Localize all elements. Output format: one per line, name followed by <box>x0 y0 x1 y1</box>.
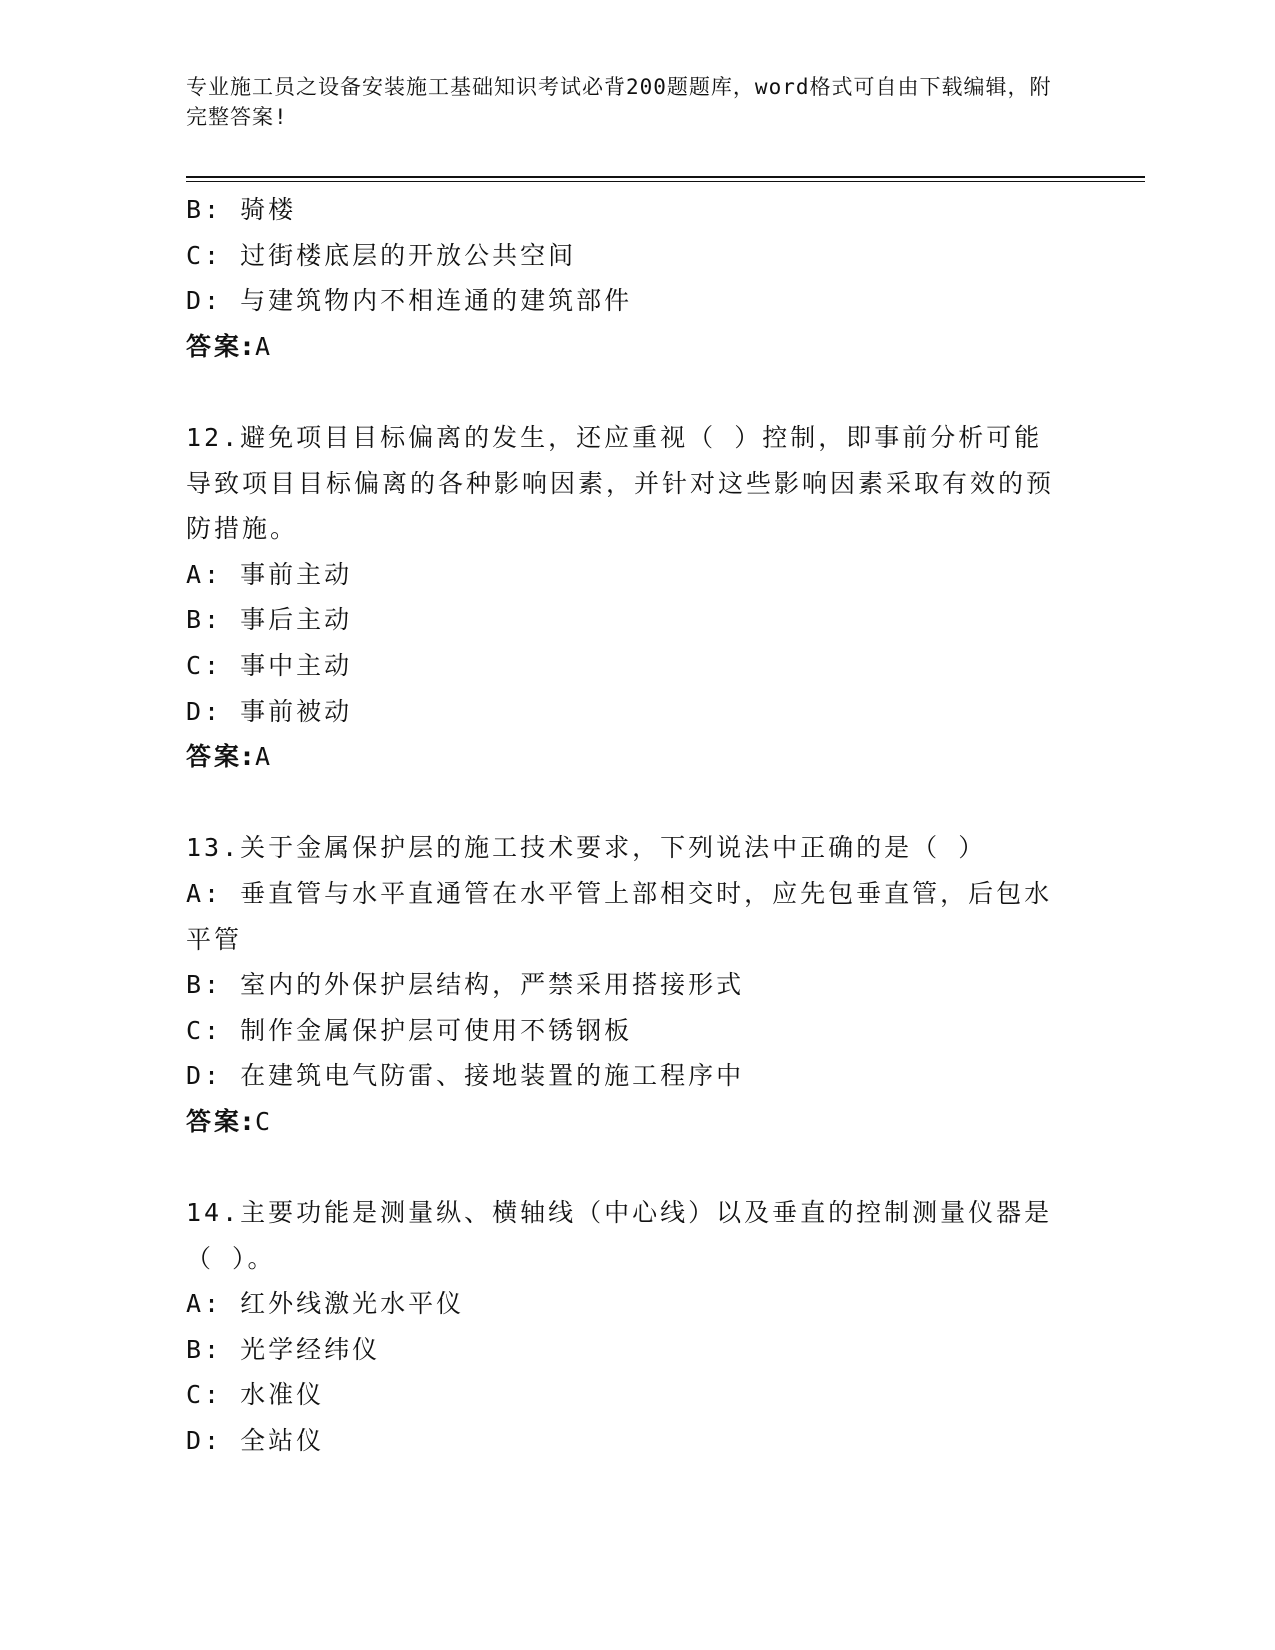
option-d: D: 与建筑物内不相连通的建筑部件 <box>186 286 633 316</box>
option-d: D: 全站仪 <box>186 1426 325 1456</box>
answer-value: A <box>255 742 274 772</box>
option-c: C: 过街楼底层的开放公共空间 <box>186 240 577 270</box>
option-c: C: 事中主动 <box>186 650 353 680</box>
answer-label: 答案: <box>186 331 255 361</box>
question-13 <box>186 825 1086 1144</box>
question-stem: 13.关于金属保护层的施工技术要求，下列说法中正确的是（ ） <box>186 833 987 863</box>
answer-line <box>186 324 1086 370</box>
option-b: B: 室内的外保护层结构，严禁采用搭接形式 <box>186 970 745 1000</box>
header-rule-thin <box>186 181 1145 182</box>
option-b: B: 骑楼 <box>186 195 297 224</box>
answer-value: C <box>255 1106 274 1136</box>
answer-value: A <box>255 331 274 361</box>
answer-line <box>186 1099 1086 1145</box>
question-11-continued <box>186 187 1086 369</box>
spacer <box>186 1144 1086 1190</box>
question-stem: 14.主要功能是测量纵、横轴线（中心线）以及垂直的控制测量仪器是（ ）。 <box>186 1198 1053 1273</box>
answer-line <box>186 734 1086 780</box>
answer-label: 答案: <box>186 742 255 772</box>
option-a: A: 事前主动 <box>186 559 353 589</box>
question-stem: 12.避免项目目标偏离的发生，还应重视（ ）控制，即事前分析可能导致项目目标偏离的各种影响因素，并针对这些影响因素采取有效的预防措施。 <box>186 422 1055 544</box>
question-content <box>186 187 1086 1464</box>
spacer <box>186 780 1086 826</box>
option-a: A: 红外线激光水平仪 <box>186 1289 465 1319</box>
option-d: D: 事前被动 <box>186 696 353 726</box>
option-c: C: 水准仪 <box>186 1380 325 1410</box>
option-b: B: 光学经纬仪 <box>186 1334 381 1364</box>
option-a: A: 垂直管与水平直通管在水平管上部相交时，应先包垂直管，后包水平管 <box>186 878 1053 954</box>
option-d: D: 在建筑电气防雷、接地装置的施工程序中 <box>186 1061 745 1091</box>
spacer <box>186 369 1086 415</box>
option-c: C: 制作金属保护层可使用不锈钢板 <box>186 1015 633 1045</box>
option-b: B: 事后主动 <box>186 605 353 635</box>
header-rule-thick <box>186 176 1145 178</box>
page-header: 专业施工员之设备安装施工基础知识考试必背200题题库，word格式可自由下载编辑，附完整答案! <box>186 75 1052 129</box>
question-14 <box>186 1190 1086 1464</box>
answer-label: 答案: <box>186 1106 255 1136</box>
question-12 <box>186 415 1086 780</box>
